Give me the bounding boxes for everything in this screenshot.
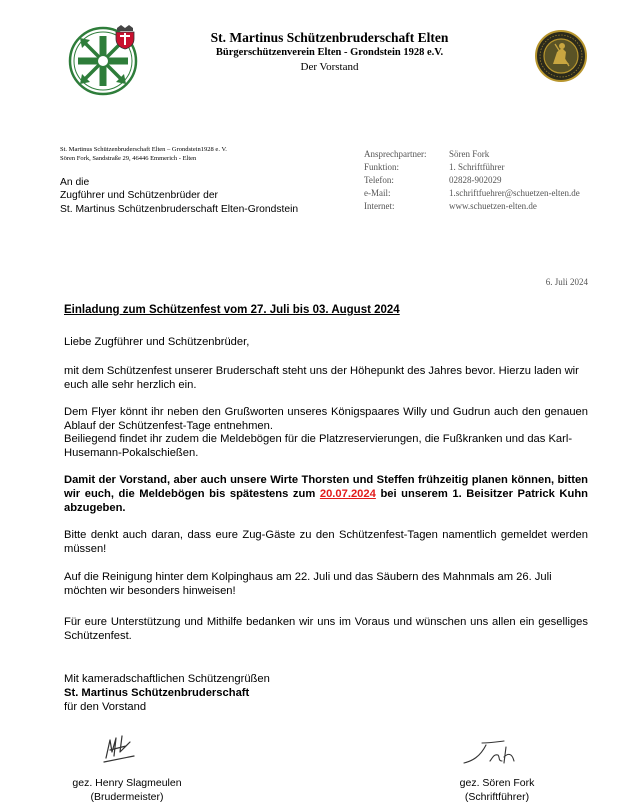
paragraph-cleaning: Auf die Reinigung hinter dem Kolpinghaus am 22. Juli und das Säubern des Mahnmals am 26. Juli möchten wir besonders hinweisen! [64, 571, 552, 598]
contact-label: Telefon: [364, 175, 394, 185]
paragraph-intro: mit dem Schützenfest unserer Bruderschaft steht uns der Höhepunkt des Jahres bevor. Hierzu laden wir euch alle sehr herzlich ein. [64, 365, 579, 392]
contact-label: Internet: [364, 201, 395, 211]
paragraph-thanks: Für eure Unterstützung und Mithilfe bedanken wir uns im Voraus und wünschen uns allen ein geselliges Schützenfest. [64, 616, 588, 643]
board-label: Der Vorstand [300, 61, 359, 73]
paragraph-guests: Bitte denkt auch daran, dass eure Zug-Gäste zu den Schützenfest-Tagen namentlich gemeldet werden müssen! [64, 529, 588, 556]
signer-role: (Schriftführer) [464, 791, 530, 803]
contact-email: 1.schriftfuehrer@schuetzen-elten.de [449, 188, 580, 198]
contact-label: e-Mail: [364, 188, 391, 198]
contact-block [364, 148, 580, 213]
signer-name: gez. Henry Slagmeulen [72, 777, 182, 789]
contact-value: Sören Fork [449, 149, 490, 159]
contact-value: 02828-902029 [449, 175, 502, 185]
closing-greeting: Mit kameradschaftlichen Schützengrüßen [64, 673, 270, 685]
closing-board: für den Vorstand [64, 701, 147, 714]
signer-role: (Brudermeister) [90, 791, 164, 803]
contact-row [364, 187, 580, 200]
closing-block [64, 672, 270, 715]
sender-line: St. Martinus Schützenbruderschaft Elten – Grondstein1928 e. V. [60, 146, 227, 153]
contact-row [364, 148, 580, 161]
letter-date: 6. Juli 2024 [545, 277, 588, 287]
closing-org: St. Martinus Schützenbruderschaft [64, 687, 250, 700]
sender-address [60, 146, 227, 163]
paragraph-forms: Beiliegend findet ihr zudem die Meldebögen für die Platzreservierungen, die Fußkranken und das Karl-Husemann-Pokalschießen. [64, 433, 573, 460]
recipient-address [60, 176, 298, 216]
deadline-text-end: bei unserem 1. Beisitzer Patrick Kuhn abzugeben. [64, 488, 588, 515]
paragraph-flyer: Dem Flyer könnt ihr neben den Grußworten unseres Königspaares Willy und Gudrun auch den genauen Ablauf der Schützenfest-Tage entnehmen. [64, 406, 588, 433]
contact-row [364, 200, 580, 213]
signature-right [432, 776, 562, 804]
paragraph-deadline [64, 473, 588, 516]
recipient-line: St. Martinus Schützenbruderschaft Elten-Grondstein [60, 203, 299, 215]
sender-line: Sören Fork, Sandstraße 29, 46446 Emmerich - Elten [60, 154, 197, 162]
recipient-line: An die [60, 177, 90, 188]
recipient-line: Zugführer und Schützenbrüder der [60, 190, 218, 202]
contact-label: Ansprechpartner: [364, 149, 427, 159]
signature-scribble-left [100, 732, 140, 764]
signature-scribble-right [460, 735, 530, 767]
club-subtitle: Bürgerschützenverein Elten - Grondstein 1928 e.V. [215, 47, 444, 58]
signer-name: gez. Sören Fork [459, 777, 535, 789]
contact-label: Funktion: [364, 162, 400, 172]
contact-row [364, 161, 580, 174]
deadline-date: 20.07.2024 [319, 488, 376, 501]
deadline-text-start: Damit der Vorstand, aber auch unsere Wirte Thorsten und Steffen frühzeitig planen können, bitten wir euch, die Meldebögen bis spätestens zum [64, 474, 588, 501]
contact-website: www.schuetzen-elten.de [449, 201, 537, 211]
letter-subject: Einladung zum Schützenfest vom 27. Juli bis 03. August 2024 [64, 304, 400, 316]
contact-row [364, 174, 580, 187]
signature-left [62, 776, 192, 804]
contact-value: 1. Schriftführer [449, 162, 505, 172]
club-name: St. Martinus Schützenbruderschaft Elten [210, 30, 449, 45]
greeting: Liebe Zugführer und Schützenbrüder, [64, 336, 250, 348]
